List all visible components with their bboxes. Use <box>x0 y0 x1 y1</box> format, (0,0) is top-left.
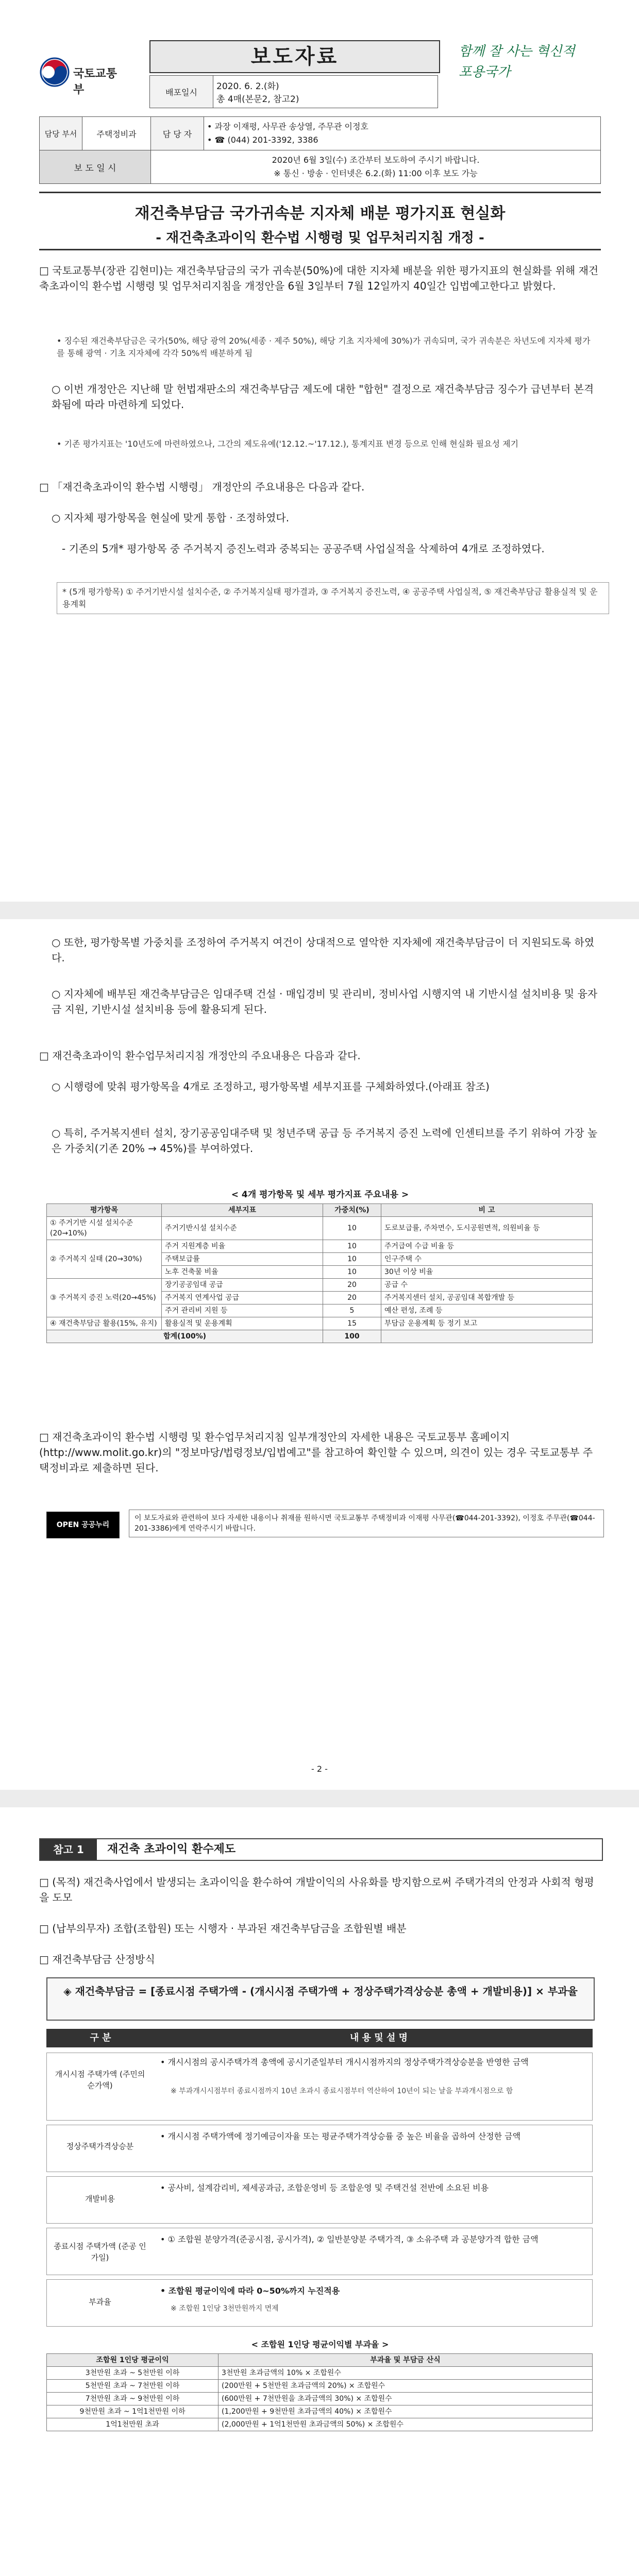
p1-para5: - 기존의 5개* 평가항목 중 주거복지 증진노력과 중복되는 공공주택 사업실적을 삭제하여 4개로 조정하였다. <box>62 543 545 555</box>
calc-row-4: 종료시점 주택가액 (준공 인가일) • ① 조합원 분양가격(준공시점, 공시가격), ② 일반분양분 주택가격, ③ 소유주택 과 공분양가격 합한 금액 <box>46 2228 593 2275</box>
table-row: 9천만원 초과 ~ 1억1천만원 이하 (1,200만원 + 9천만원 초과금액의 40%) × 조합원수 <box>47 2405 593 2418</box>
page-1 <box>0 0 639 902</box>
release-label: 배포일시 <box>150 76 213 108</box>
page-number-2: - 2 - <box>311 1764 328 1774</box>
contact-footer: 이 보도자료와 관련하여 보다 자세한 내용이나 취재를 원하시면 국토교통부 주택정비과 이재평 사무관(☎044-201-3392), 이정호 주무관(☎044-201-3386)에게 연락주시기 바랍니다. <box>129 1510 604 1537</box>
contact-label: 담 당 자 <box>151 117 204 150</box>
p3-para1: □ (목적) 재건축사업에서 발생되는 초과이익을 환수하여 개발이익의 사유화를 방지함으로써 주택가격의 안정과 사회적 형평을 도모 <box>39 1876 594 1904</box>
release-pages: 총 4매(본문2, 참고2) <box>216 94 299 105</box>
contact-table <box>39 116 601 184</box>
eval-table <box>46 1204 593 1343</box>
eval-col-4: 비 고 <box>381 1204 593 1217</box>
embargo-text: 2020년 6월 3일(수) 조간부터 보도하여 주시기 바랍니다. <box>272 155 480 165</box>
table-row: 합계(100%) 100 <box>47 1330 593 1343</box>
table-row: 7천만원 초과 ~ 9천만원 이하 (600만원 + 7천만원을 초과금액의 30%) × 조합원수 <box>47 2393 593 2405</box>
table-row: ② 주거복지 실태 (20→30%) 주거 지원계층 비율 10 주거급여 수급 비율 등 <box>47 1240 593 1253</box>
p2-para4: ○ 시행령에 맞춰 평가항목을 4개로 조정하고, 평가항목별 세부지표를 구체화하였다.(아래표 참조) <box>52 1080 490 1093</box>
p1-para4: ○ 지자체 평가항목을 현실에 맞게 통합 · 조정하였다. <box>52 512 290 524</box>
kogl-badge: OPEN 공공누리 <box>46 1512 120 1538</box>
eval-col-2: 세부지표 <box>162 1204 323 1217</box>
calc-header: 구 분 내 용 및 설 명 <box>46 2029 593 2047</box>
table-row: ① 주거기반 시설 설치수준 (20→10%) 주거기반시설 설치수준 10 도로보급률, 주차면수, 도시공원면적, 의원비율 등 <box>47 1217 593 1240</box>
ref1-header <box>39 1838 603 1861</box>
page-separator-2 <box>0 1790 639 1807</box>
subheadline: - 재건축초과이익 환수법 시행령 및 업무처리지침 개정 - <box>156 230 484 246</box>
page-separator-1 <box>0 902 639 919</box>
ministry-logo <box>39 52 127 96</box>
formula-box: ◈ 재건축부담금 = [종료시점 주택가액 - (개시시점 주택가액 + 정상주택가격상승분 총액 + 개발비용)] × 부과율 <box>46 1977 595 2021</box>
slogan: 함께 잘 사는 혁신적 포용국가 <box>459 44 575 80</box>
release-date: 2020. 6. 2.(화) <box>216 81 279 92</box>
dept-label: 담당 부서 <box>40 117 82 150</box>
table-row: ④ 재건축부담금 활용(15%, 유지) 활용실적 및 운용계획 15 부담금 운용계획 등 정기 보고 <box>47 1317 593 1330</box>
headline: 재건축부담금 국가귀속분 지자체 배분 평가지표 현실화 <box>134 205 506 223</box>
p1-para2: ○ 이번 개정안은 지난해 말 헌법재판소의 재건축부담금 제도에 대한 "합헌" 결정으로 재건축부담금 징수가 급년부터 본격화됨에 따라 마련하게 되었다. <box>52 383 594 411</box>
p2-para2: ○ 지자체에 배부된 재건축부담금은 임대주택 건설 · 매입경비 및 관리비, 정비사업 시행지역 내 기반시설 설치비용 및 융자금 지원, 기반시설 설치비용 등에 활용되게 된다. <box>52 988 598 1015</box>
table-row: 3천만원 초과 ~ 5천만원 이하 3천만원 초과금액의 10% × 조합원수 <box>47 2367 593 2380</box>
calc-row-3: 개발비용 • 공사비, 설계감리비, 제세공과금, 조합운영비 등 조합운영 및 주택건설 전반에 소요된 비용 <box>46 2176 593 2224</box>
table-row: 주택보급률 10 인구주택 수 <box>47 1253 593 1266</box>
p1-para3: □ 「재건축초과이익 환수법 시행령」 개정안의 주요내용은 다음과 같다. <box>39 481 365 493</box>
p3-para2: □ (납부의무자) 조합(조합원) 또는 시행자 · 부과된 재건축부담금을 조합원별 배분 <box>39 1922 407 1935</box>
calc-row-1: 개시시점 주택가액 (주민의 순가액) • 개시시점의 공시주택가격 총액에 공시기준일부터 개시시점까지의 정상주택가격상승분을 반영한 금액 ※ 부과개시시점부터 종료시점까지 10년 초과시 종료시점부터 역산하여 10년이 되는 날을 부과개시점으로 함 <box>46 2053 593 2121</box>
table-row: 5천만원 초과 ~ 7천만원 이하 (200만원 + 5천만원 초과금액의 20%) × 조합원수 <box>47 2380 593 2393</box>
rate-col-2: 부과율 및 부담금 산식 <box>218 2354 593 2367</box>
embargo-note: ※ 통신 · 방송 · 인터넷은 6.2.(화) 11:00 이후 보도 가능 <box>274 168 478 178</box>
embargo-label: 보 도 일 시 <box>40 150 151 184</box>
p3-para3: □ 재건축부담금 산정방식 <box>39 1953 155 1965</box>
p2-para1: ○ 또한, 평가항목별 가중치를 조정하여 주거복지 여건이 상대적으로 열악한 지자체에 재건축부담금이 더 지원되도록 하였다. <box>52 936 595 964</box>
ref1-label: 참고 1 <box>40 1839 97 1860</box>
p2-para6: □ 재건축초과이익 환수법 시행령 및 환수업무처리지침 일부개정안의 자세한 내용은 국토교통부 홈페이지(http://www.molit.go.kr)의 "정보마당/법령정보/입법예고"를 참고하여 확인할 수 있으며, 의견이 있는 경우 국토교통부 주택정비과로 제출하면 된다. <box>39 1431 593 1474</box>
ministry-name: 국토교통부 <box>73 67 117 96</box>
p1-note1: • 징수된 재건축부담금은 국가(50%, 해당 광역 20%(세종 · 제주 50%), 해당 기초 지자체에 30%)가 귀속되며, 국가 귀속분은 차년도에 지자체 평가를 통해 광역 · 기초 지자체에 각각 50%씩 배분하게 됨 <box>57 336 591 358</box>
contact-phone: • ☎ (044) 201-3392, 3386 <box>207 135 318 145</box>
table-row: 1억1천만원 초과 (2,000만원 + 1억1천만원 초과금액의 50%) × 조합원수 <box>47 2418 593 2431</box>
calc-row-5: 부과율 • 조합원 평균이익에 따라 0~50%까지 누진적용 ※ 조합원 1인당 3천만원까지 면제 <box>46 2279 593 2327</box>
p1-note3: * (5개 평가항목) ① 주거기반시설 설치수준, ② 주거복지실태 평가결과, ③ 주거복지 증진노력, ④ 공공주택 사업실적, ⑤ 재건축부담금 활용실적 및 운용계획 <box>57 582 609 614</box>
p1-para1: □ 국토교통부(장관 김현미)는 재건축부담금의 국가 귀속분(50%)에 대한 지자체 배분을 위한 평가지표의 현실화를 위해 재건축초과이익 환수법 시행령 및 업무처리지침을 개정안을 6월 3일부터 7월 12일까지 40일간 입법예고한다고 밝혔다. <box>39 264 599 292</box>
table-row: 주거복지 연계사업 공급 20 주거복지센터 설치, 공공임대 복합개발 등 <box>47 1292 593 1304</box>
table-row: ③ 주거복지 증진 노력(20→45%) 장기공공임대 공급 20 공급 수 <box>47 1279 593 1292</box>
rate-col-1: 조합원 1인당 평균이익 <box>47 2354 218 2367</box>
table-row: 노후 건축물 비율 10 30년 이상 비율 <box>47 1266 593 1279</box>
p1-note2: • 기존 평가지표는 '10년도에 마련하였으나, 그간의 제도유예('12.12.~'17.12.), 통계지표 변경 등으로 인해 현실화 필요성 제기 <box>57 439 519 449</box>
eval-table-title: < 4개 평가항목 및 세부 평가지표 주요내용 > <box>231 1190 409 1200</box>
contact-people: • 과장 이재평, 사무관 송상열, 주무관 이정호 <box>207 122 368 131</box>
page-2 <box>0 919 639 1790</box>
rate-table <box>46 2353 593 2431</box>
eval-col-1: 평가항목 <box>47 1204 162 1217</box>
press-release-title: 보도자료 <box>149 40 440 73</box>
release-info-table <box>149 75 438 108</box>
rate-table-title: < 조합원 1인당 평균이익별 부과율 > <box>251 2340 389 2349</box>
taegeuk-emblem-icon <box>39 57 70 88</box>
table-row: 주거 관리비 지원 등 5 예산 편성, 조례 등 <box>47 1304 593 1317</box>
calc-row-2: 정상주택가격상승분 • 개시시점 주택가액에 정기예금이자율 또는 평균주택가격상승률 중 높은 비율을 곱하여 산정한 금액 <box>46 2125 593 2172</box>
eval-col-3: 가중치(%) <box>323 1204 381 1217</box>
page-3 <box>0 1807 639 2576</box>
p2-para5: ○ 특히, 주거복지센터 설치, 장기공공임대주택 및 청년주택 공급 등 주거복지 증진 노력에 인센티브를 주기 위하여 가장 높은 가중치(기존 20% → 45%)를 부여하였다. <box>52 1127 598 1155</box>
headline-box <box>39 192 601 250</box>
dept-value: 주택정비과 <box>82 117 151 150</box>
p2-para3: □ 재건축초과이익 환수업무처리지침 개정안의 주요내용은 다음과 같다. <box>39 1049 361 1062</box>
ref1-title: 재건축 초과이익 환수제도 <box>107 1843 236 1856</box>
